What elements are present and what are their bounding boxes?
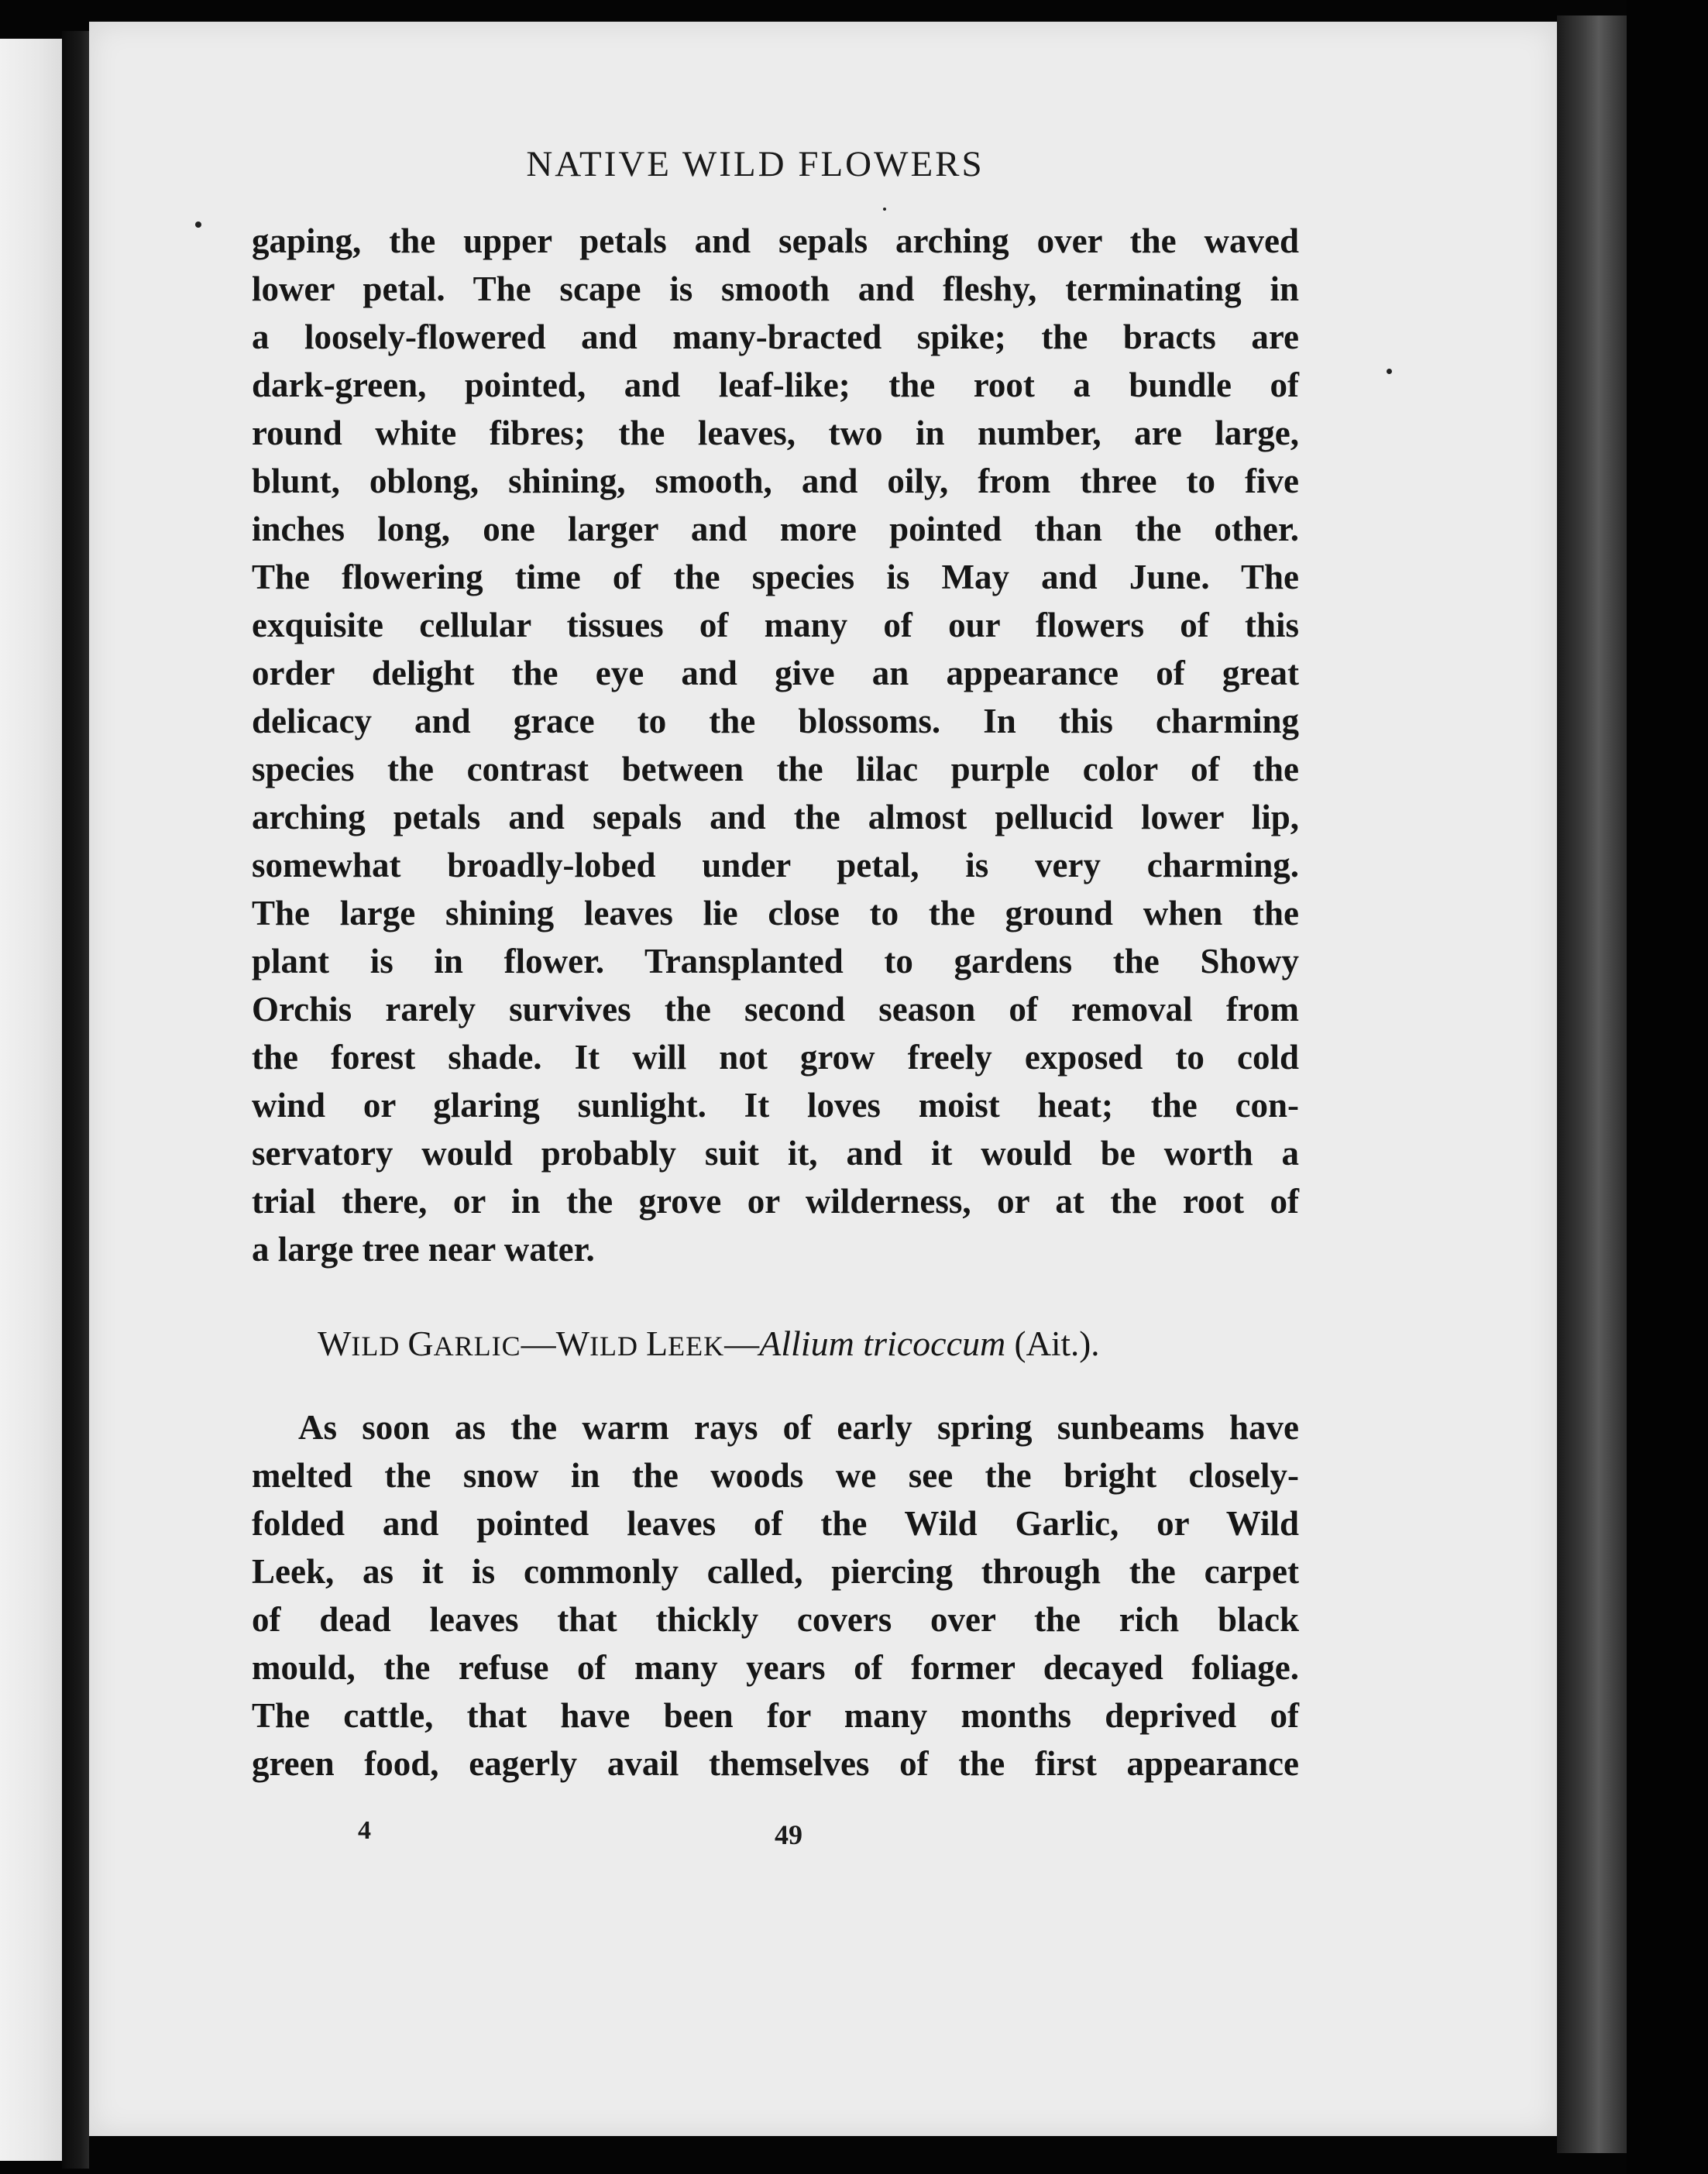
text-line: As soon as the warm rays of early spring sunbeams have (298, 1408, 1299, 1447)
previous-page-edge (0, 39, 62, 2161)
text-line: green food, eagerly avail themselves of the first appearance (252, 1744, 1299, 1783)
text-line: mould, the refuse of many years of former decayed foliage. (252, 1648, 1299, 1687)
latin-species-name: Allium tricoccum (759, 1324, 1006, 1363)
scanner-border-right (1627, 0, 1708, 2174)
text-line: dark-green, pointed, and leaf-like; the root a bundle of (252, 366, 1299, 404)
text-line: wind or glaring sunlight. It loves moist heat; the con- (252, 1086, 1299, 1125)
text-line: a loosely-flowered and many-bracted spike; the bracts are (252, 318, 1299, 356)
text-line: servatory would probably suit it, and it would be worth a (252, 1134, 1299, 1173)
text-line: The flowering time of the species is May and June. The (252, 558, 1299, 596)
heading-initial: G (407, 1324, 434, 1363)
heading-smallcaps: ILD (589, 1331, 647, 1362)
running-head: NATIVE WILD FLOWERS (526, 144, 985, 184)
heading-initial: W (555, 1324, 590, 1363)
text-line: delicacy and grace to the blossoms. In this charming (252, 702, 1299, 740)
species-authority: (Ait.). (1005, 1324, 1100, 1363)
heading-dash: — (521, 1324, 556, 1363)
binding-shadow-left (62, 31, 89, 2169)
text-line: lower petal. The scape is smooth and fleshy, terminating in (252, 270, 1299, 308)
heading-initial: W (318, 1324, 352, 1363)
text-line: Orchis rarely survives the second season of removal from (252, 990, 1299, 1029)
section-heading-wild-garlic (318, 1323, 1270, 1364)
text-line: round white fibres; the leaves, two in number, are large, (252, 414, 1299, 452)
text-line: Leek, as it is commonly called, piercing through the carpet (252, 1552, 1299, 1591)
text-line: gaping, the upper petals and sepals arching over the waved (252, 222, 1299, 260)
text-line: The large shining leaves lie close to the ground when the (252, 894, 1299, 932)
text-line: melted the snow in the woods we see the bright closely- (252, 1456, 1299, 1495)
text-line: somewhat broadly-lobed under petal, is very charming. (252, 846, 1299, 884)
text-line: inches long, one larger and more pointed than the other. (252, 510, 1299, 548)
page-number: 49 (775, 1819, 802, 1850)
text-line: order delight the eye and give an appearance of great (252, 654, 1299, 692)
text-line: plant is in flower. Transplanted to gardens the Showy (252, 942, 1299, 981)
text-line: of dead leaves that thickly covers over the rich black (252, 1600, 1299, 1639)
page-stack-edge-right (1557, 15, 1627, 2153)
paragraph-wild-garlic (252, 1403, 1299, 1788)
text-line: The cattle, that have been for many months deprived of (252, 1696, 1299, 1735)
heading-smallcaps: EEK (668, 1331, 725, 1362)
text-line: exquisite cellular tissues of many of our flowers of this (252, 606, 1299, 644)
print-speck (883, 208, 886, 211)
heading-smallcaps: ARLIC (433, 1331, 521, 1362)
text-line: arching petals and sepals and the almost pellucid lower lip, (252, 798, 1299, 836)
signature-mark: 4 (358, 1816, 371, 1845)
text-line: the forest shade. It will not grow freely exposed to cold (252, 1038, 1299, 1077)
text-line: blunt, oblong, shining, smooth, and oily, from three to five (252, 462, 1299, 500)
print-speck (1387, 369, 1392, 374)
print-speck (195, 222, 201, 228)
text-line: a large tree near water. (252, 1230, 595, 1269)
text-line: folded and pointed leaves of the Wild Garlic, or Wild (252, 1504, 1299, 1543)
text-line: trial there, or in the grove or wilderness, or at the root of (252, 1182, 1299, 1221)
heading-smallcaps: ILD (351, 1331, 408, 1362)
text-line: species the contrast between the lilac purple color of the (252, 750, 1299, 788)
heading-initial: L (646, 1324, 668, 1363)
heading-dash: — (724, 1324, 760, 1363)
paragraph-orchis-description (252, 217, 1299, 1273)
